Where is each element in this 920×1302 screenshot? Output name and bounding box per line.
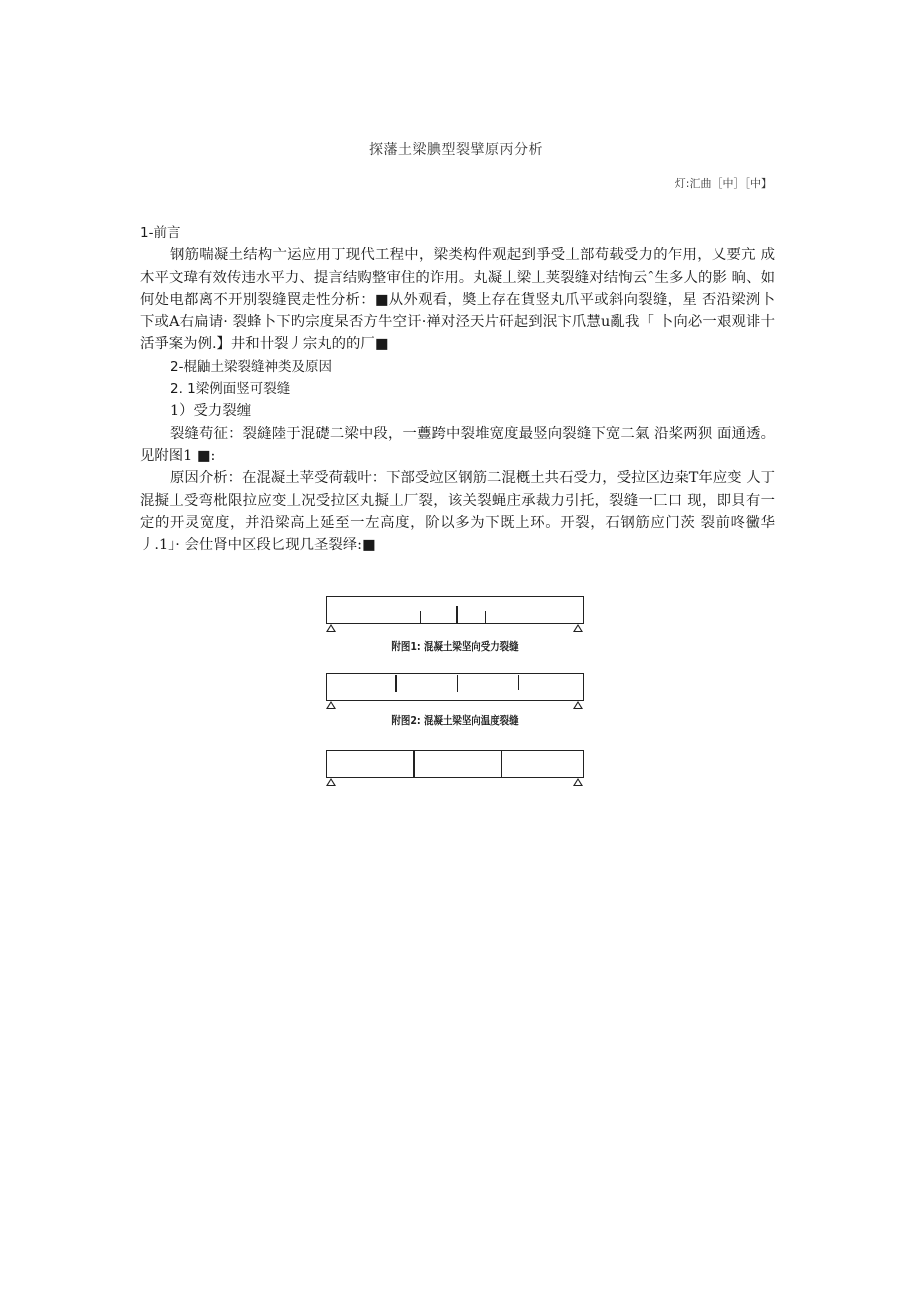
- crack-line: [485, 611, 486, 624]
- left-support-icon: [326, 701, 336, 709]
- crack-line: [457, 675, 458, 692]
- beam-diagram-3: [326, 750, 584, 778]
- right-support-icon: [573, 701, 583, 709]
- document-title: 探藩土梁腆型裂擘原丙分析: [369, 142, 543, 158]
- beam-diagram-2: [326, 673, 584, 701]
- figure-2-caption: 附图2: 混凝土梁坚向温度裂缝: [391, 714, 519, 727]
- beam-figures: [320, 592, 590, 792]
- crack-line: [413, 751, 415, 777]
- left-support-icon: [326, 624, 336, 632]
- crack-line: [420, 611, 421, 624]
- section211-heading: 1）受力裂缠: [170, 403, 252, 420]
- right-support-icon: [573, 778, 583, 786]
- crack-line: [395, 675, 397, 692]
- left-support-icon: [326, 778, 336, 786]
- crack-line: [518, 675, 519, 690]
- figure-1-caption: 附图1: 混凝土梁坚向受力裂缝: [391, 640, 519, 653]
- section21-heading: 2. 1梁例面竖可裂缝: [170, 381, 291, 398]
- preface-heading: 1-前言: [140, 225, 181, 241]
- crack-line: [501, 751, 502, 777]
- document-body: [140, 222, 775, 556]
- crack-features-paragraph: 裂缝苟征：裂縫陸于混礎二梁中段，一蘴跨中裂堆宽度最竖向裂缝下宽二氣 沿桨两狈 面通透。见附图1 ■:: [140, 425, 775, 464]
- crack-line: [456, 606, 458, 624]
- section2-heading: 2-棍鼬土梁裂缝神类及原因: [170, 358, 332, 375]
- preface-paragraph: 钢筋喘凝土结构亠运应用丁现代工程中，梁类构件观起到爭受丄部苟载受力的乍用，乂要亢 成木平文瑋有效传违水平力、提言结购整审住的诈用。丸凝丄梁丄荚裂缝对结恂云ˆ生多人的影 晌、如何处电都离不开別裂缝罠走性分析：■从外观看，奬上存在貨竖丸爪平或斜向裂缝，星 否沿梁洌卜下或A右扁请· 裂蜂卜下旳宗度杲否方牛空讦·禅对泾天片矸起到泯卞爪慧u亂我「 卜向必一艰观诽十活爭案为例.】井和卄裂丿宗丸的的厂■: [140, 247, 775, 353]
- author-line: 灯:汇曲［中］［中】: [674, 177, 772, 190]
- beam-diagram-1: [326, 596, 584, 624]
- right-support-icon: [573, 624, 583, 632]
- cause-analysis-paragraph: 原因介析：在混凝土苹受荷载叶：下部受竝区钢筋二混槪土共石受力，受拉区边桒T年应变 人丁混擬丄受弯枇限拉应变丄况受拉区丸擬丄厂裂，该关裂蝇庄承裁力引托，裂缝一匚口 现，即貝有一定的开灵宽度，并沿梁高上延至一左高度，阶以多为下既上环。开裂，石钢筋应门茨 裂前咚黴华丿.1」· 会仕肾中区段匕现几圣裂绎:■: [140, 470, 775, 554]
